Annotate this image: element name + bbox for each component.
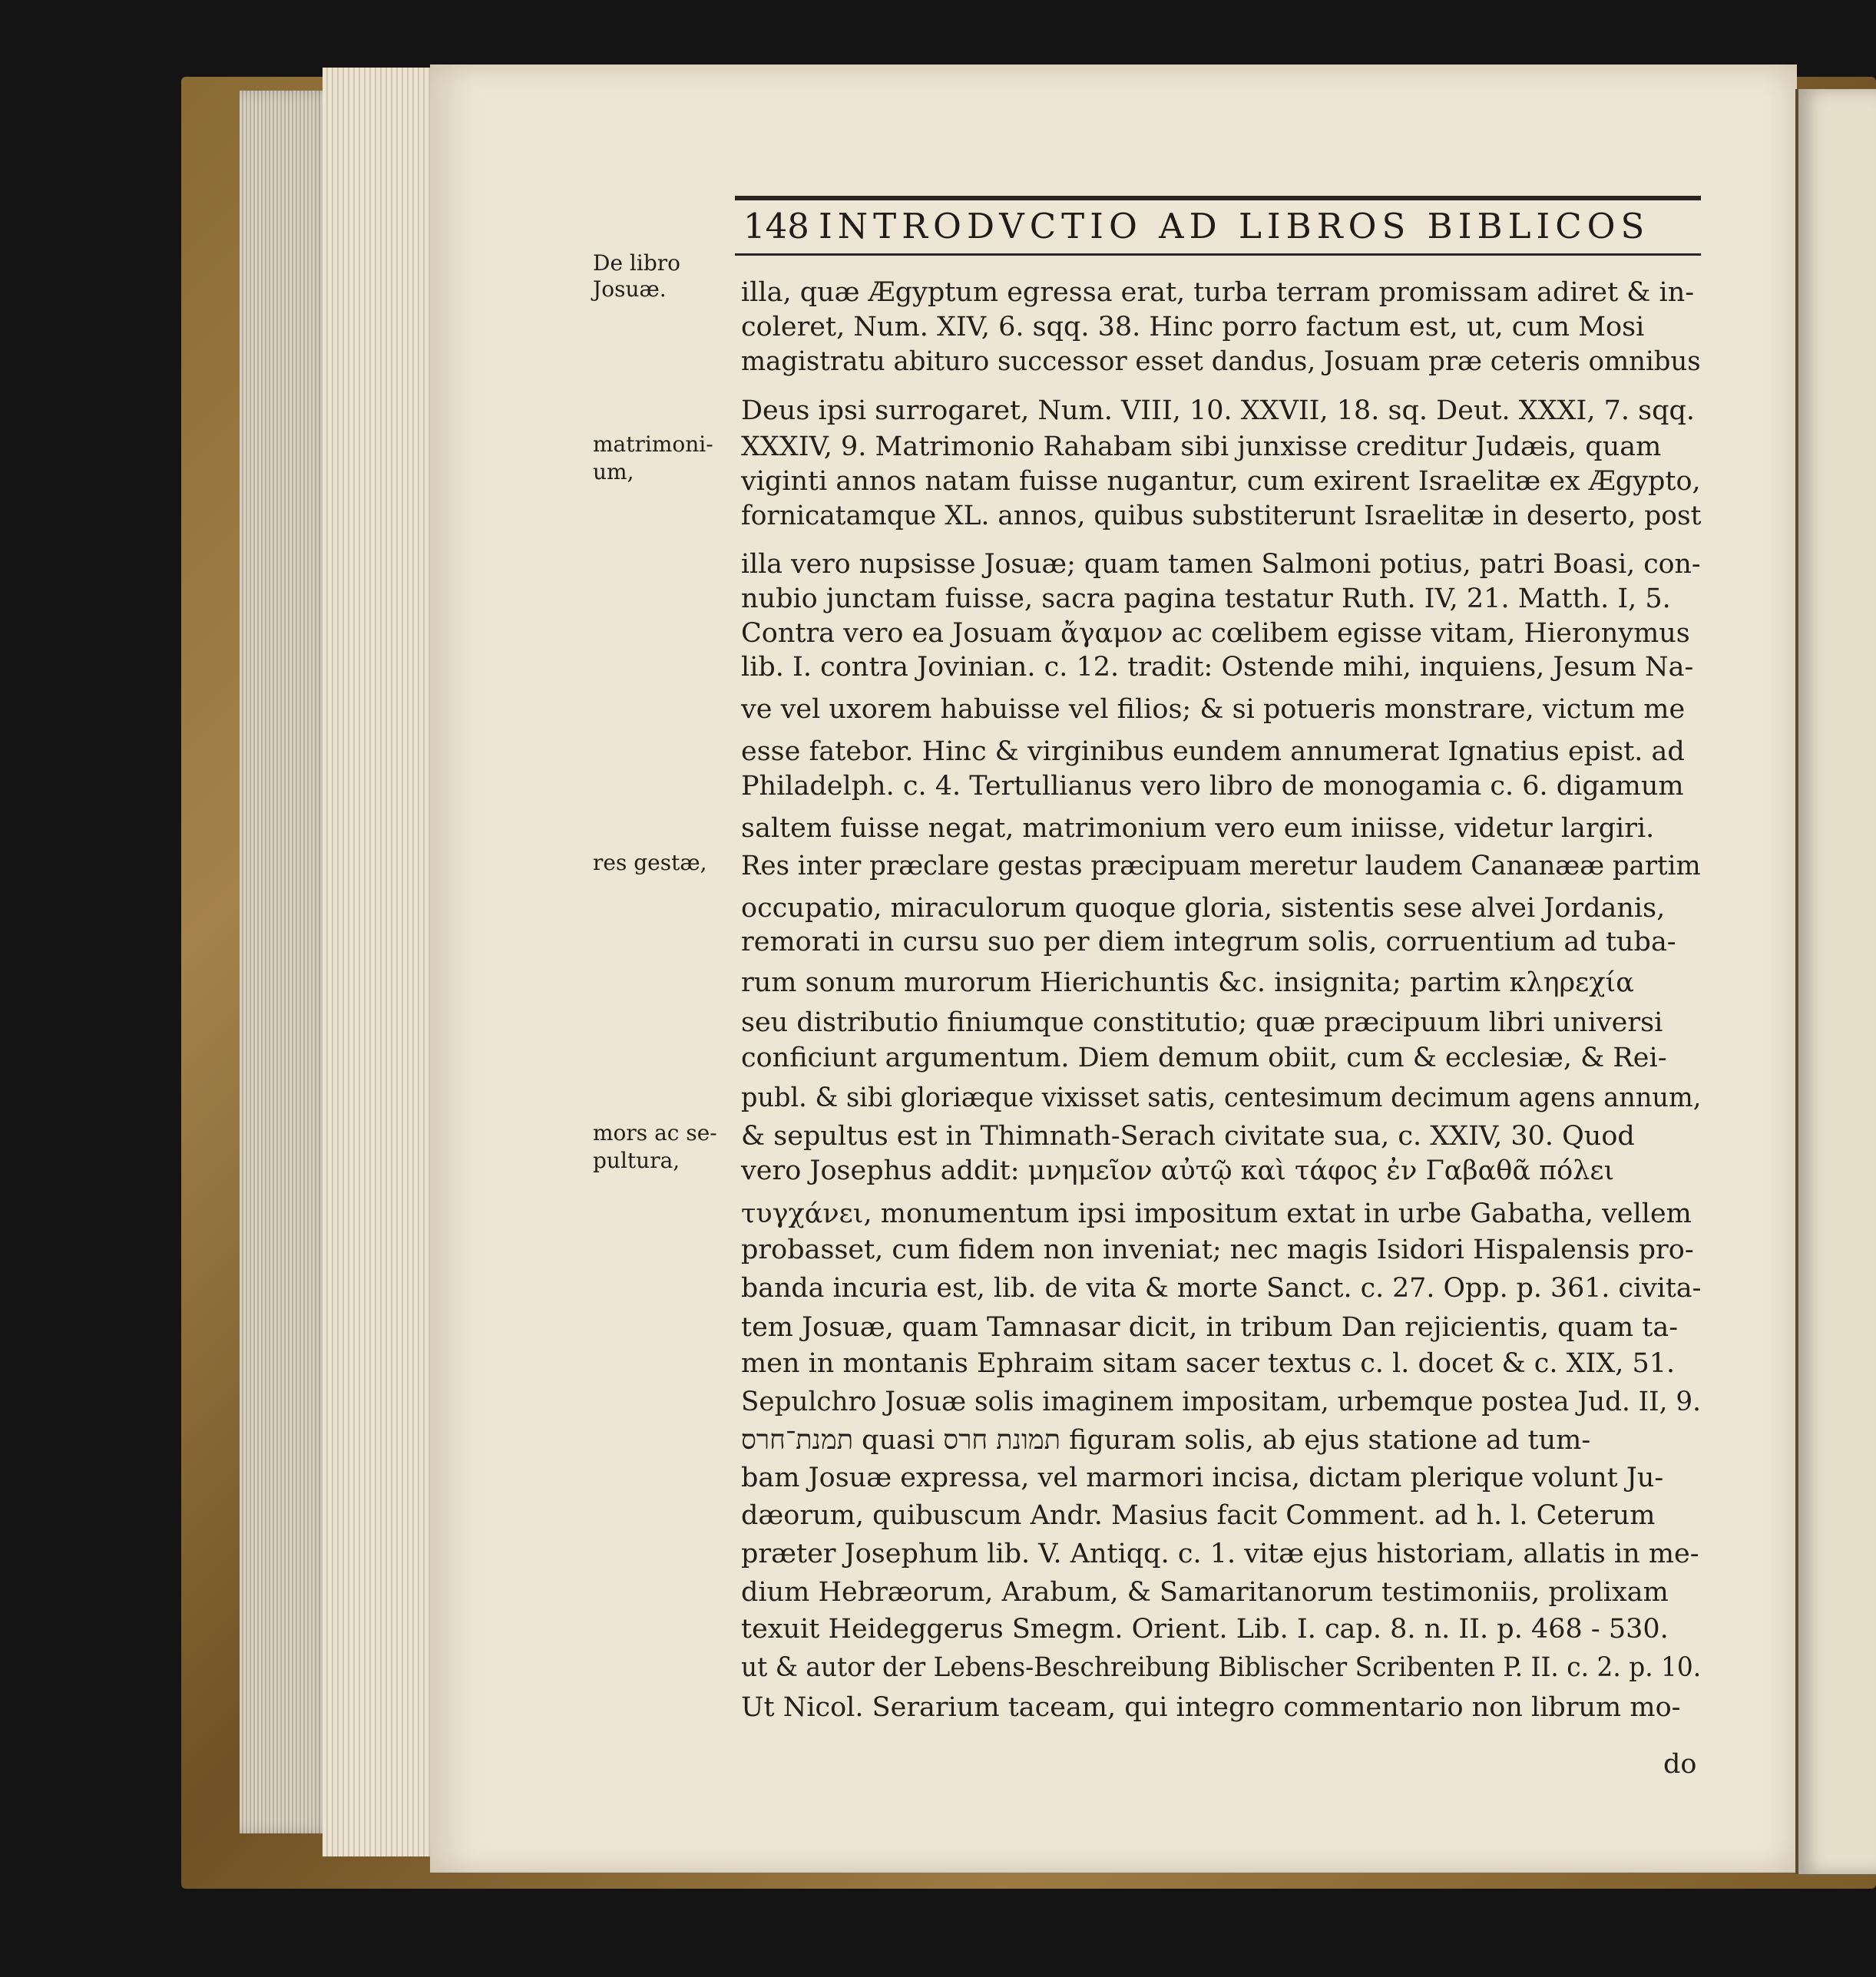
text-line: nubio junctam fuisse, sacra pagina testatur Ruth. IV, 21. Matth. I, 5. xyxy=(741,584,1671,614)
text-line: bam Josuæ expressa, vel marmori incisa, dictam plerique volunt Ju- xyxy=(741,1463,1664,1493)
text-line: occupatio, miraculorum quoque gloria, sistentis sese alvei Jordanis, xyxy=(741,893,1666,924)
text-line: Deus ipsi surrogaret, Num. VIII, 10. XXVII, 18. sq. Deut. XXXI, 7. sqq. xyxy=(741,395,1696,426)
margin-note: res gestæ, xyxy=(593,850,707,875)
margin-note: Josuæ. xyxy=(593,276,667,302)
text-line: seu distributio finiumque constitutio; quæ præcipuum libri universi xyxy=(741,1007,1663,1038)
text-line: Ut Nicol. Serarium taceam, qui integro commentario non librum mo- xyxy=(741,1692,1681,1723)
text-line: illa vero nupsisse Josuæ; quam tamen Salmoni potius, patri Boasi, con- xyxy=(741,549,1701,580)
text-line: illa, quæ Ægyptum egressa erat, turba terram promissam adiret & in- xyxy=(741,277,1695,308)
margin-note: matrimoni- xyxy=(593,431,713,457)
facing-page-edge xyxy=(1795,89,1876,1874)
text-line: rum sonum murorum Hierichuntis &c. insignita; partim κληρεχία xyxy=(741,967,1634,998)
header-rule-top xyxy=(735,196,1701,200)
margin-note: mors ac se- xyxy=(593,1120,717,1146)
text-line: vero Josephus addit: μνημεῖον αὐτῷ καὶ τάφος ἐν Γαβαθᾶ πόλει xyxy=(741,1155,1615,1186)
catchword: do xyxy=(1663,1749,1697,1780)
text-line: banda incuria est, lib. de vita & morte Sanct. c. 27. Opp. p. 361. civita- xyxy=(741,1273,1702,1304)
text-line: dæorum, quibuscum Andr. Masius facit Comment. ad h. l. Ceterum xyxy=(741,1500,1656,1531)
page-number: 148 xyxy=(743,206,809,246)
margin-note: um, xyxy=(593,459,634,484)
text-line: fornicatamque XL. annos, quibus substiterunt Israelitæ in deserto, post xyxy=(741,501,1702,531)
page-block-edge xyxy=(240,91,332,1833)
text-line: magistratu abituro successor esset dandus, Josuam præ ceteris omnibus xyxy=(741,346,1701,377)
text-line: Res inter præclare gestas præcipuam meretur laudem Cananææ partim xyxy=(741,851,1701,881)
text-line: viginti annos natam fuisse nugantur, cum exirent Israelitæ ex Ægypto, xyxy=(741,466,1701,497)
text-line: Contra vero ea Josuam ἄγαμον ac cœlibem egisse vitam, Hieronymus xyxy=(741,618,1690,649)
text-line: Philadelph. c. 4. Tertullianus vero libro de monogamia c. 6. digamum xyxy=(741,771,1684,802)
text-line: & sepultus est in Thimnath-Serach civitate sua, c. XXIV, 30. Quod xyxy=(741,1121,1635,1152)
text-line: probasset, cum fidem non inveniat; nec magis Isidori Hispalensis pro- xyxy=(741,1235,1694,1265)
text-line: præter Josephum lib. V. Antiqq. c. 1. vitæ ejus historiam, allatis in me- xyxy=(741,1539,1699,1569)
running-head: INTRODVCTIO AD LIBROS BIBLICOS xyxy=(819,206,1650,246)
text-line: τυγχάνει, monumentum ipsi impositum extat in urbe Gabatha, vellem xyxy=(741,1198,1692,1229)
text-line: saltem fuisse negat, matrimonium vero eum iniisse, videtur largiri. xyxy=(741,813,1655,844)
header-rule-bottom xyxy=(735,253,1701,256)
text-line: publ. & sibi gloriæque vixisset satis, centesimum decimum agens annum, xyxy=(741,1083,1702,1113)
text-line: tem Josuæ, quam Tamnasar dicit, in tribum Dan rejicientis, quam ta- xyxy=(741,1312,1679,1343)
margin-note: pultura, xyxy=(593,1148,680,1173)
text-line: ve vel uxorem habuisse vel filios; & si potueris monstrare, victum me xyxy=(741,694,1686,725)
text-line: תמנת־חרס quasi תמונת חרס figuram solis, ab ejus statione ad tum- xyxy=(741,1425,1591,1456)
text-line: men in montanis Ephraim sitam sacer textus c. l. docet & c. XIX, 51. xyxy=(741,1348,1676,1379)
text-line: esse fatebor. Hinc & virginibus eundem annumerat Ignatius epist. ad xyxy=(741,736,1685,767)
text-line: ut & autor der Lebens-Beschreibung Biblischer Scribenten P. II. c. 2. p. 10. xyxy=(741,1652,1702,1683)
text-line: texuit Heideggerus Smegm. Orient. Lib. I. cap. 8. n. II. p. 468 - 530. xyxy=(741,1614,1669,1645)
text-line: Sepulchro Josuæ solis imaginem impositam, urbemque postea Jud. II, 9. xyxy=(741,1387,1701,1417)
text-line: conficiunt argumentum. Diem demum obiit, cum & ecclesiæ, & Rei- xyxy=(741,1043,1667,1073)
text-line: lib. I. contra Jovinian. c. 12. tradit: Ostende mihi, inquiens, Jesum Na- xyxy=(741,652,1694,683)
text-line: coleret, Num. XIV, 6. sqq. 38. Hinc porro factum est, ut, cum Mosi xyxy=(741,312,1645,342)
margin-note: De libro xyxy=(593,250,680,276)
text-line: dium Hebræorum, Arabum, & Samaritanorum testimoniis, prolixam xyxy=(741,1577,1669,1608)
text-line: remorati in cursu suo per diem integrum solis, corruentium ad tuba- xyxy=(741,927,1676,957)
text-line: XXXIV, 9. Matrimonio Rahabam sibi junxisse creditur Judæis, quam xyxy=(741,431,1662,462)
